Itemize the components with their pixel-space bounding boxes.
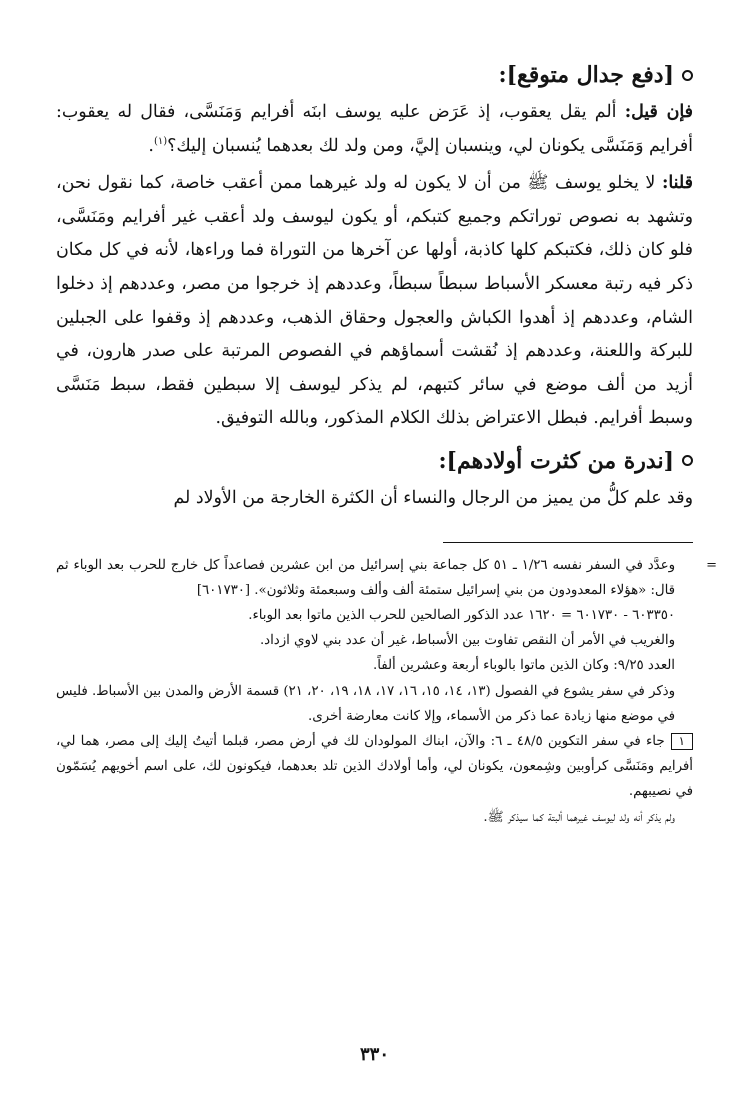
objection-end: . [148,135,154,156]
objection-text: ألم يقل يعقوب، إذ عَرَض عليه يوسف ابنَه أفرايم وَمَنَسَّى، فقال له يعقوب: أفرايم وَمَنَسَّى يكونان لي، وينسبان إليَّ، ومن ولد لك بعدهما يُنسبان إليك؟ [56,102,693,156]
footnote-1-continued: ولم يذكر أنه ولد ليوسف غيرهما ألبتة كما سيذكر ﷺ. [483,809,675,825]
objection-lead: فإن قيل: [624,102,693,122]
footnotes [56,553,717,830]
section-heading-2-text: [ندرة من كثرت أولادهم]: [438,447,674,474]
paragraph-reply [56,167,693,436]
page-number: ٣٣٠ [359,1044,389,1065]
footnote-e: وذكر في سفر يشوع في الفصول (١٣، ١٤، ١٥، ١٦، ١٧، ١٨، ١٩، ٢٠، ٢١) قسمة الأرض والمدن بين الأسباط. فليس في موضع منها زيادة عما ذكر من الأسماء، وإلا كانت معارضة أخرى. [56,683,675,724]
footnote-a-text: وعدَّد في السفر نفسه ١/٢٦ ـ ٥١ كل جماعة بني إسرائيل من ابن عشرين فصاعداً كل خارج للحرب بعد الوباء ثم قال: «هؤلاء المعدودون من بني إسرائيل ستمئة ألف وألف وسبعمئة وثلاثون». [٦٠١٧٣٠] [56,557,675,598]
footnote-1-text: جاء في سفر التكوين ٤٨/٥ ـ ٦: والآن، ابناك المولودان لك في أرض مصر، قبلما أتيتُ إليك إلى مصر، هما لي، أفرايم ومَنَسَّى كرأوبين وشِمعون، يكونان لي، وأما أولادك الذين تلد بعدهما، فيكونون لك، على اسم أخويهم يُسَمّون في نصيبهم. [56,733,693,800]
circle-bullet-icon [682,70,693,81]
footnote-separator [443,542,693,543]
section-heading-1-text: [دفع جدال متوقع]: [498,62,674,88]
footnote-continued [56,553,717,603]
circle-bullet-icon [682,455,693,466]
section-heading-2 [56,446,693,476]
footnote-1-number: ١ [671,733,693,750]
paragraph-objection [56,96,693,163]
footnote-d: العدد ٩/٢٥: وكان الذين ماتوا بالوباء أربعة وعشرين ألفاً. [373,658,675,674]
reply-text: لا يخلو يوسف ﷺ من أن لا يكون له ولد غيرهما ممن أعقب خاصة، كما نقول نحن، وتشهد به نصوص توراتكم وجميع كتبكم، أو يكون ليوسف ولد أعقب غير أفرايم ومَنَسَّى، فلو كان ذلك، فكتبكم كلها كاذبة، أولها عن آخرها من التوراة فما وراءها، لأنه في كل مكان ذكر فيه رتبة معسكر الأسباط سبطاً سبطاً، وعددهم إذ خرجوا من مصر، وعددهم إذ دخلوا الشام، وعددهم إذ أهدوا الكباش والعجول وحقاق الذهب، وعددهم إذ وقفوا على الجبلين للبركة واللعنة، وعددهم إذ نُقشت أسماؤهم في الفصوص المرتبة على صدر هارون، في أزيد من ألف موضع في سائر كتبهم، لم يذكر ليوسف إلا سبطين فقط، سبط مَنَسَّى وسبط أفرايم. فبطل الاعتراض بذلك الكلام المذكور، وبالله التوفيق. [56,173,693,429]
continuation-mark: = [706,557,717,573]
page-body [56,60,717,830]
footnote-ref-1[interactable]: (١) [153,135,168,147]
footnote-c: والغريب في الأمر أن النقص تفاوت بين الأسباط، غير أن عدد بني لاوي ازداد. [259,633,675,649]
footnote-b: ٦٠٣٣٥٠ - ٦٠١٧٣٠ = ١٦٢٠ عدد الذكور الصالحين للحرب الذين ماتوا بعد الوباء. [248,607,675,623]
section-heading-1 [56,60,693,90]
footnote-1 [56,729,693,805]
reply-lead: قلنا: [661,173,693,194]
paragraph-rarity: وقد علم كلُّ من يميز من الرجال والنساء أن الكثرة الخارجة من الأولاد لم [173,487,693,508]
